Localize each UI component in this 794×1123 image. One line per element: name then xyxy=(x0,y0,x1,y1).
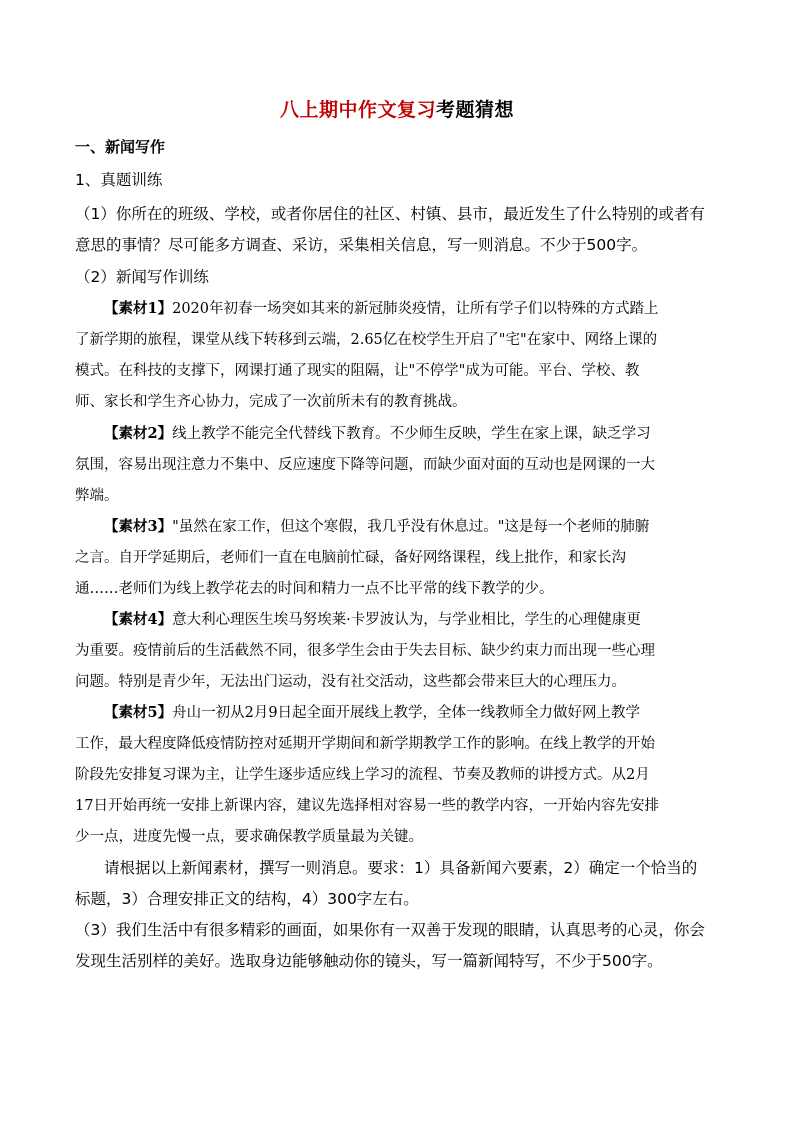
material-3-label: 【素材3】 xyxy=(104,518,173,535)
material-2-label: 【素材2】 xyxy=(104,425,173,442)
material-2-line-3: 弊端。 xyxy=(75,488,119,504)
sub-heading: 1、真题训练 xyxy=(75,171,163,189)
material-4-label: 【素材4】 xyxy=(104,611,173,628)
material-4-line-2: 为重要。疫情前后的生活截然不同，很多学生会由于失去目标、缺少约束力而出现一些心理 xyxy=(75,643,655,659)
question-1-line-1: （1）你所在的班级、学校，或者你居住的社区、村镇、县市，最近发生了什么特别的或者有 xyxy=(75,205,705,223)
material-2-line-1: 【素材2】线上教学不能完全代替线下教育。不少师生反映，学生在家上课，缺乏学习 xyxy=(104,425,651,442)
material-5-line-1: 【素材5】舟山一初从2月9日起全面开展线上教学，全体一线教师全力做好网上教学 xyxy=(104,704,641,721)
material-5-line-5: 少一点，进度先慢一点，要求确保教学质量最为关键。 xyxy=(75,829,423,845)
material-3-line-3: 通……老师们为线上教学花去的时间和精力一点不比平常的线下教学的少。 xyxy=(75,581,554,597)
question-3-line-2: 发现生活别样的美好。选取身边能够触动你的镜头，写一篇新闻特写，不少于500字。 xyxy=(75,952,663,970)
material-1-line-2: 了新学期的旅程，课堂从线下转移到云端，2.65亿在校学生开启了"宅"在家中、网络上课的 xyxy=(75,332,658,348)
material-4-line-3: 问题。特别是青少年，无法出门运动，没有社交活动，这些都会带来巨大的心理压力。 xyxy=(75,674,626,690)
material-1-line-4: 师、家长和学生齐心协力，完成了一次前所未有的教育挑战。 xyxy=(75,394,467,410)
title-red-part: 八上期中作文复习 xyxy=(279,99,436,121)
title-black-part: 考题猜想 xyxy=(436,99,515,121)
material-3-line-2: 之言。自开学延期后，老师们一直在电脑前忙碌，备好网络课程，线上批作，和家长沟 xyxy=(75,550,626,566)
document-title xyxy=(0,95,794,122)
material-2-line-2: 氛围，容易出现注意力不集中、反应速度下降等问题，而缺少面对面的互动也是网课的一大 xyxy=(75,457,655,473)
material-1-line-3: 模式。在科技的支撑下，网课打通了现实的阻隔，让"不停学"成为可能。平台、学校、教 xyxy=(75,363,640,379)
material-5-line-4: 17日开始再统一安排上新课内容，建议先选择相对容易一些的教学内容，一开始内容先安排 xyxy=(75,798,659,814)
question-1-line-2: 意思的事情？尽可能多方调查、采访，采集相关信息，写一则消息。不少于500字。 xyxy=(75,236,648,254)
material-3-line-1: 【素材3】"虽然在家工作，但这个寒假，我几乎没有休息过。"这是每一个老师的肺腑 xyxy=(104,518,650,535)
question-3-line-1: （3）我们生活中有很多精彩的画面，如果你有一双善于发现的眼睛，认真思考的心灵，你会 xyxy=(75,921,705,939)
material-1-label: 【素材1】 xyxy=(104,300,173,317)
requirement-line-2: 标题，3）合理安排正文的结构，4）300字左右。 xyxy=(75,890,419,908)
material-1-line-1: 【素材1】2020年初春一场突如其来的新冠肺炎疫情，让所有学子们以特殊的方式踏上 xyxy=(104,300,659,317)
material-5-label: 【素材5】 xyxy=(104,704,173,721)
question-2-heading: （2）新闻写作训练 xyxy=(75,268,209,286)
requirement-line-1: 请根据以上新闻素材，撰写一则消息。要求：1）具备新闻六要素，2）确定一个恰当的 xyxy=(104,859,698,877)
material-5-line-3: 阶段先安排复习课为主，让学生逐步适应线上学习的流程、节奏及教师的讲授方式。从2月 xyxy=(75,767,650,783)
material-4-line-1: 【素材4】意大利心理医生埃马努埃莱·卡罗波认为，与学业相比，学生的心理健康更 xyxy=(104,611,641,628)
material-5-line-2: 工作，最大程度降低疫情防控对延期开学期间和新学期教学工作的影响。在线上教学的开始 xyxy=(75,736,655,752)
section-heading: 一、新闻写作 xyxy=(75,138,166,156)
